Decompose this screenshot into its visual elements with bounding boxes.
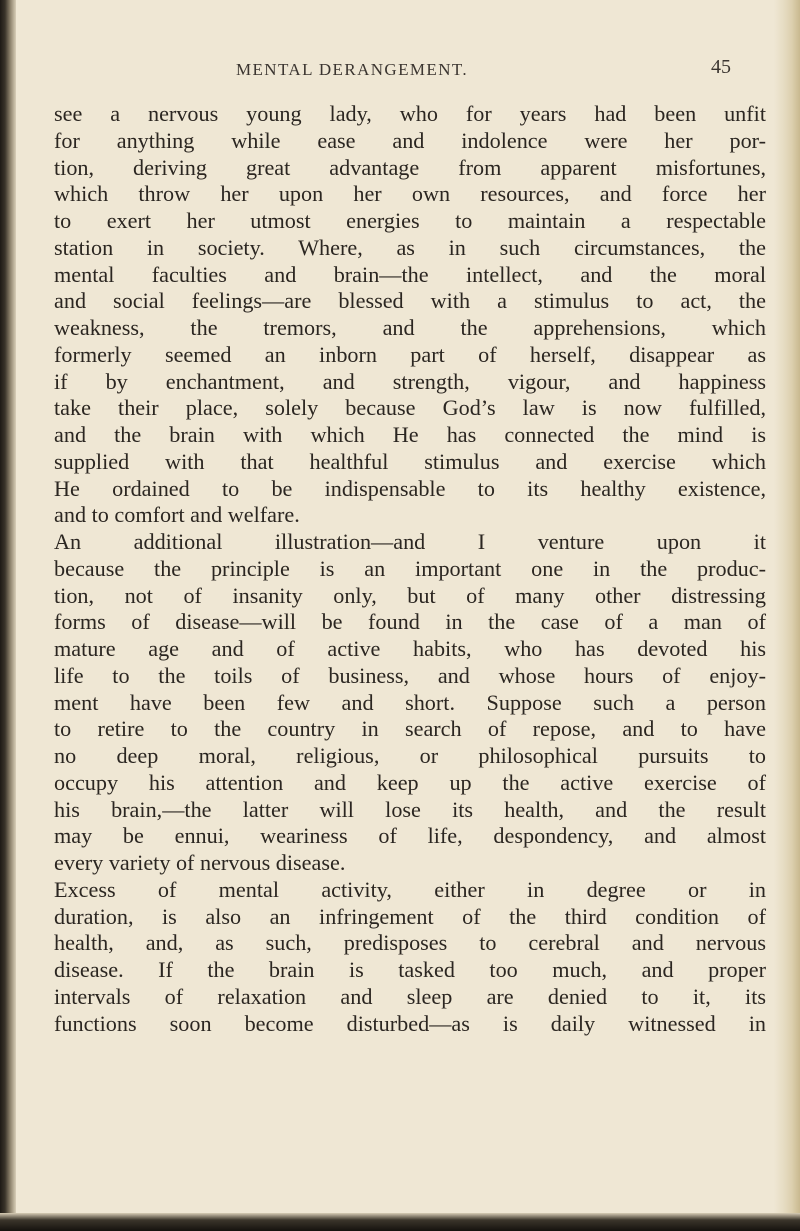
text-line: and social feelings—are blessed with a stimulus to act, the (54, 288, 766, 314)
page-binding-shadow (0, 0, 16, 1231)
text-line: which throw her upon her own resources, and force her (54, 181, 766, 207)
text-line: tion, not of insanity only, but of many other distressing (54, 582, 766, 608)
text-line: station in society. Where, as in such circumstances, the (54, 234, 766, 260)
text-line: Excess of mental activity, either in degree or in (54, 876, 766, 902)
text-line: because the principle is an important one in the produc- (54, 555, 766, 581)
page-header (0, 56, 800, 84)
text-line: to exert her utmost energies to maintain a respectable (54, 208, 766, 233)
text-line: his brain,—the latter will lose its health, and the result (54, 796, 766, 822)
body-text (54, 101, 766, 1037)
text-line: see a nervous young lady, who for years had been unfit (54, 101, 766, 126)
text-line: He ordained to be indispensable to its healthy existence, (54, 475, 766, 501)
text-line: every variety of nervous disease. (54, 850, 346, 875)
text-line: for anything while ease and indolence were her por- (54, 127, 766, 153)
text-line: mature age and of active habits, who has devoted his (54, 636, 766, 661)
text-line: occupy his attention and keep up the active exercise of (54, 769, 766, 795)
text-line: mental faculties and brain—the intellect, and the moral (54, 261, 766, 287)
text-line: weakness, the tremors, and the apprehensions, which (54, 315, 766, 340)
text-line: intervals of relaxation and sleep are denied to it, its (54, 983, 766, 1009)
text-line: and the brain with which He has connected the mind is (54, 422, 766, 447)
text-line: take their place, solely because God’s law is now fulfilled, (54, 395, 766, 421)
text-line: supplied with that healthful stimulus and exercise which (54, 448, 766, 474)
text-line: forms of disease—will be found in the case of a man of (54, 609, 766, 635)
page-edge-shadow (774, 0, 800, 1231)
text-line: no deep moral, religious, or philosophical pursuits to (54, 743, 766, 768)
text-line: may be ennui, weariness of life, despondency, and almost (54, 823, 766, 849)
text-line: and to comfort and welfare. (54, 502, 300, 528)
text-line: ment have been few and short. Suppose such a person (54, 689, 766, 715)
text-line: An additional illustration—and I venture upon it (54, 529, 766, 554)
text-line: to retire to the country in search of repose, and to have (54, 716, 766, 742)
text-line: health, and, as such, predisposes to cerebral and nervous (54, 930, 766, 956)
text-line: formerly seemed an inborn part of herself, disappear as (54, 341, 766, 367)
running-head: MENTAL DERANGEMENT. (236, 60, 469, 79)
text-line: tion, deriving great advantage from apparent misfortunes, (54, 154, 766, 180)
text-line: functions soon become disturbed—as is daily witnessed in (54, 1010, 766, 1036)
text-line: if by enchantment, and strength, vigour, and happiness (54, 368, 766, 394)
page-bottom-shadow (0, 1213, 800, 1231)
text-line: disease. If the brain is tasked too much, and proper (54, 957, 766, 982)
text-line: duration, is also an infringement of the third condition of (54, 903, 766, 929)
page-number: 45 (711, 56, 731, 78)
text-line: life to the toils of business, and whose hours of enjoy- (54, 662, 766, 688)
